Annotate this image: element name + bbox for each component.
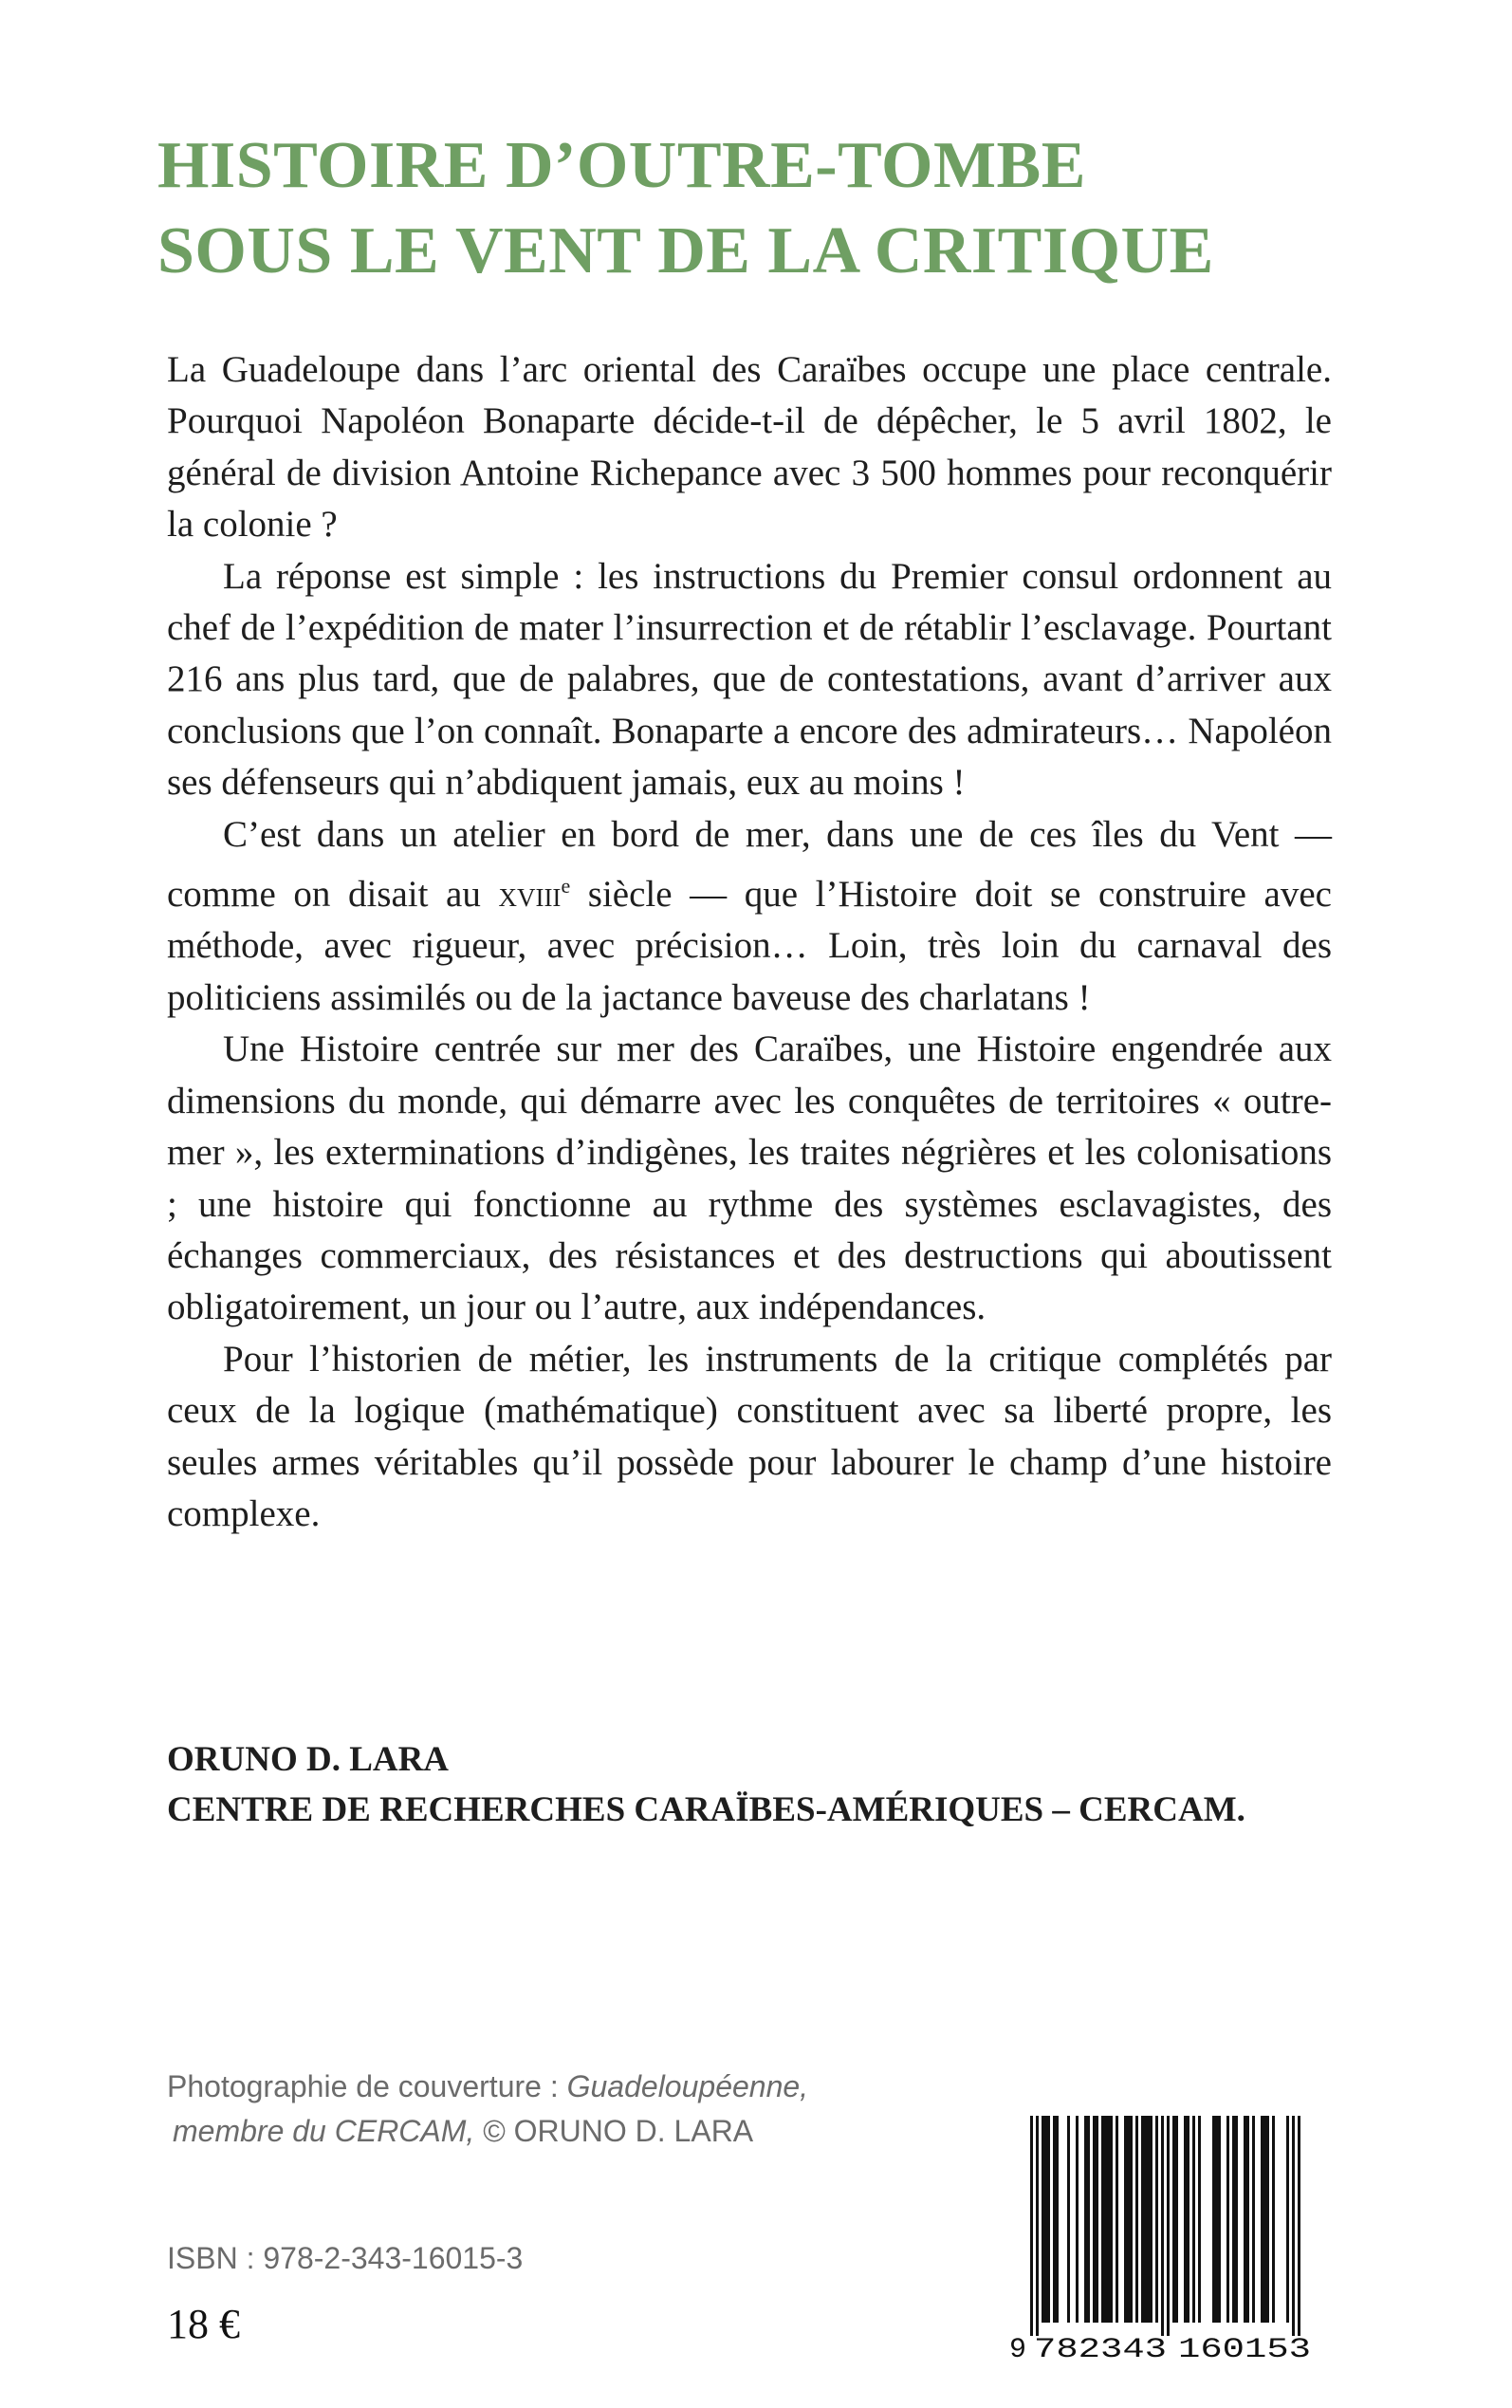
barcode-bar: [1266, 2116, 1269, 2323]
barcode-bar: [1144, 2116, 1147, 2323]
credit-line-1: [167, 2065, 945, 2109]
author-block: [167, 1734, 1245, 1835]
isbn: ISBN : 978-2-343-16015-3: [167, 2241, 524, 2275]
barcode-bar: [1130, 2116, 1133, 2323]
barcode-bar: [1084, 2116, 1087, 2323]
blurb-paragraph-4: Une Histoire centrée sur mer des Caraïbes, une Histoire engendrée aux dimensions du monde, qui démarre avec les conquêtes de territoires « outre-mer », les exterminations d’indigènes, les traites négrières et les colonisations ; une histoire qui fonctionne au rythme des systèmes esclavagistes, des échanges commerciaux, des résistances et des destructions qui aboutissent obligatoirement, un jour ou l’autre, aux indépendances.: [167, 1028, 1332, 1328]
credit-prefix: Photographie de couverture :: [167, 2069, 567, 2103]
barcode-bar: [1107, 2116, 1110, 2323]
price: 18 €: [167, 2301, 240, 2347]
barcode-bar: [1218, 2116, 1221, 2323]
credit-line-2: [167, 2109, 945, 2154]
barcode-bar: [1292, 2116, 1295, 2336]
barcode-bar: [1175, 2116, 1178, 2323]
blurb-paragraph-5: Pour l’historien de métier, les instruments de la critique complétés par ceux de la logique (mathématique) constituent avec sa liberté propre, les seules armes véritables qu’il possède pour labourer le champ d’une histoire complexe.: [167, 1338, 1332, 1534]
barcode: [996, 2108, 1328, 2364]
barcode-digits-right: 160153: [1178, 2334, 1311, 2364]
barcode-bar: [1036, 2116, 1039, 2336]
barcode-bar: [1147, 2116, 1150, 2323]
barcode-bar: [1053, 2116, 1056, 2323]
barcode-bar: [1116, 2116, 1118, 2323]
barcode-bar: [1101, 2116, 1104, 2323]
barcode-bar: [1235, 2116, 1238, 2323]
barcode-bar: [1096, 2116, 1098, 2323]
barcode-bar: [1263, 2116, 1266, 2323]
barcode-bar: [1104, 2116, 1107, 2323]
book-title: [157, 123, 1391, 294]
barcode-bar: [1184, 2116, 1187, 2323]
credit-member: membre du CERCAM,: [173, 2114, 475, 2148]
barcode-digits-left: 782343: [1034, 2334, 1167, 2364]
title-line-1: HISTOIRE D’OUTRE-TOMBE: [157, 129, 1086, 202]
barcode-bar: [1110, 2116, 1113, 2323]
barcode-bar: [1167, 2116, 1170, 2336]
barcode-bar: [1192, 2116, 1195, 2323]
century-superscript: e: [561, 874, 571, 898]
barcode-bar: [1252, 2116, 1255, 2323]
century-numeral: xviii: [498, 874, 562, 916]
barcode-bar: [1141, 2116, 1144, 2323]
barcode-bar: [1047, 2116, 1050, 2323]
barcode-bar: [1215, 2116, 1218, 2323]
p3-after: siècle — que l’Histoire doit se construire avec méthode, avec rigueur, avec précision… Loin, très loin du carnaval des politiciens assimilés ou de la jactance baveuse des charlatans !: [167, 874, 1332, 1018]
barcode-bar: [1087, 2116, 1090, 2323]
blurb: [167, 344, 1332, 1540]
barcode-bar: [1212, 2116, 1215, 2323]
barcode-bar: [1155, 2116, 1158, 2323]
barcode-bar: [1067, 2116, 1070, 2323]
barcode-bar: [1246, 2116, 1249, 2323]
barcode-bar: [1172, 2116, 1175, 2323]
barcode-bar: [1298, 2116, 1300, 2336]
barcode-bar: [1093, 2116, 1096, 2323]
blurb-paragraph-3: [167, 809, 1332, 1025]
barcode-bar: [1244, 2116, 1246, 2323]
barcode-bar: [1056, 2116, 1059, 2323]
barcode-bar: [1198, 2116, 1201, 2323]
author-name: ORUNO D. LARA: [167, 1740, 450, 1779]
barcode-bar: [1226, 2116, 1229, 2323]
title-line-2: SOUS LE VENT DE LA CRITIQUE: [157, 214, 1214, 287]
barcode-bar: [1124, 2116, 1127, 2323]
barcode-bar: [1030, 2116, 1033, 2336]
barcode-bar: [1150, 2116, 1152, 2323]
barcode-bar: [1044, 2116, 1047, 2323]
p3-before: C’est dans un atelier en bord de mer, dans une de ces îles du Vent — comme on disait au: [167, 813, 1332, 916]
barcode-bar: [1272, 2116, 1275, 2323]
blurb-paragraph-1: La Guadeloupe dans l’arc oriental des Caraïbes occupe une place centrale. Pourquoi Napoléon Bonaparte décide-t-il de dépêcher, le 5 avril 1802, le général de division Antoine Richepance avec 3 500 hommes pour reconquérir la colonie ?: [167, 349, 1332, 546]
blurb-paragraph-2: La réponse est simple : les instructions du Premier consul ordonnent au chef de l’expédition de mater l’insurrection et de rétablir l’esclavage. Pourtant 216 ans plus tard, que de palabres, que de contestations, avant d’arriver aux conclusions que l’on connaît. Bonaparte a encore des admirateurs… Napoléon ses défenseurs qui n’abdiquent jamais, eux au moins !: [167, 555, 1332, 804]
barcode-bar: [1161, 2116, 1164, 2336]
barcode-digit-lead: 9: [1009, 2334, 1027, 2364]
barcode-bar: [1232, 2116, 1235, 2323]
barcode-bar: [1127, 2116, 1130, 2323]
barcode-bar: [1187, 2116, 1189, 2323]
author-institution: CENTRE DE RECHERCHES CARAÏBES-AMÉRIQUES – CERCAM.: [167, 1790, 1245, 1829]
photo-credit: [167, 2065, 945, 2154]
barcode-bar: [1261, 2116, 1263, 2323]
credit-copyright: © ORUNO D. LARA: [474, 2114, 754, 2148]
barcode-bar: [1076, 2116, 1079, 2323]
barcode-bar: [1286, 2116, 1289, 2323]
barcode-bar: [1042, 2116, 1044, 2323]
barcode-bar: [1135, 2116, 1138, 2323]
credit-subject: Guadeloupéenne,: [566, 2069, 809, 2103]
